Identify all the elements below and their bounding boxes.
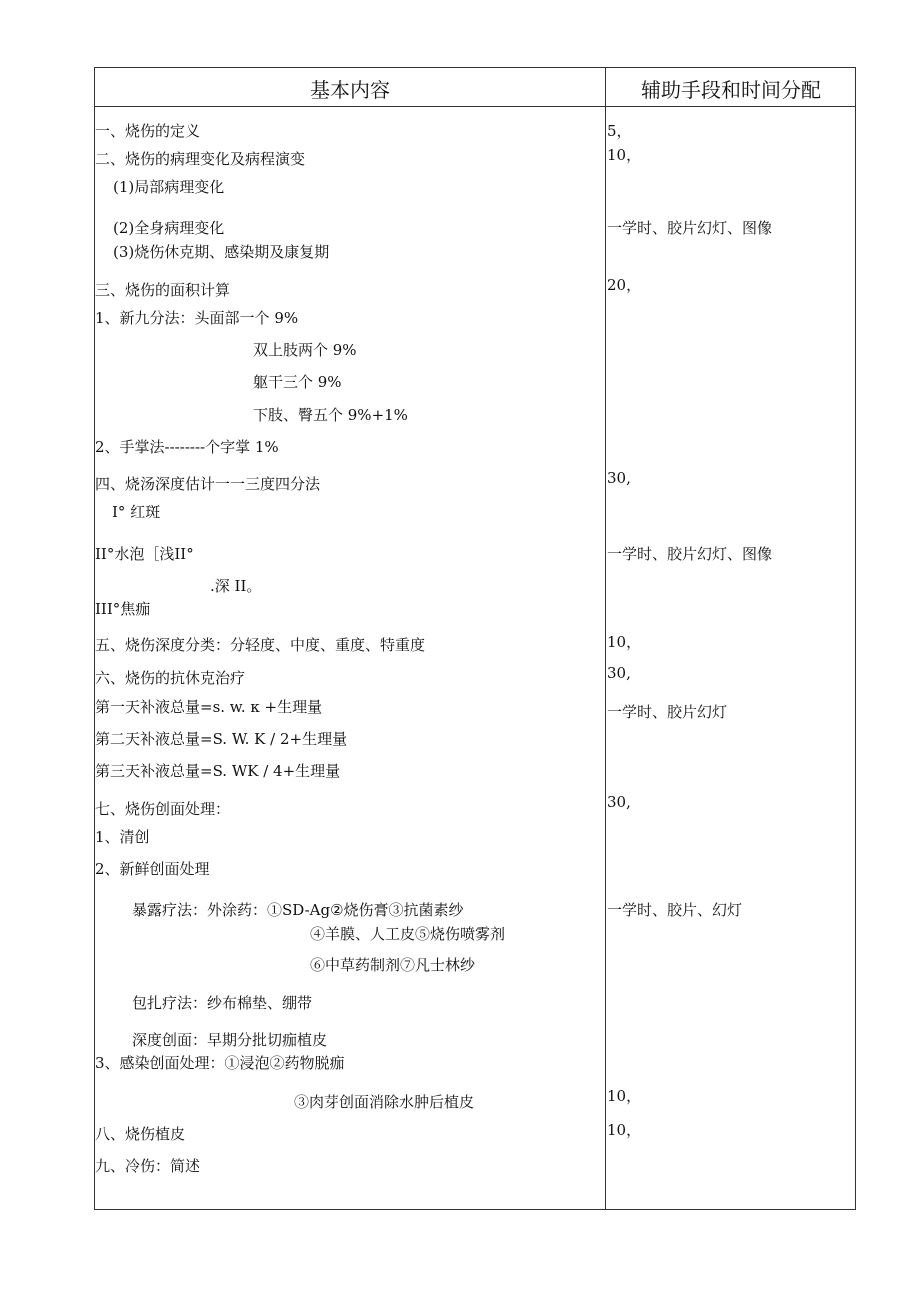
content-line: 2、新鲜创面处理: [95, 860, 210, 878]
content-line: (1)局部病理变化: [113, 178, 225, 196]
time-allocation: 10，: [607, 633, 642, 651]
content-line: III°焦痂: [95, 600, 151, 618]
content-line: II°水泡［浅II°: [95, 545, 194, 563]
content-line: 1、新九分法：头面部一个 9%: [95, 309, 299, 327]
content-line: 三、烧伤的面积计算: [95, 281, 231, 299]
content-line: .深 II。: [210, 577, 262, 595]
content-line: 六、烧伤的抗休克治疗: [95, 669, 246, 687]
content-line: 四、烧汤深度估计一一三度四分法: [95, 475, 321, 493]
content-line: 第一天补液总量=s. w. κ +生理量: [95, 698, 323, 716]
content-line: 包扎疗法：纱布棉垫、绷带: [132, 994, 313, 1012]
content-line: 双上肢两个 9%: [253, 341, 357, 359]
time-allocation: 10，: [607, 1121, 642, 1139]
time-allocation: 30,: [607, 793, 631, 811]
content-line: 八、烧伤植皮: [95, 1125, 186, 1143]
aux-means: 一学时、胶片幻灯: [607, 703, 728, 721]
aux-means: 一学时、胶片幻灯、图像: [607, 219, 773, 237]
column-divider: [605, 68, 606, 1209]
content-line: 一、烧伤的定义: [95, 122, 201, 140]
content-line: ④羊膜、人工皮⑤烧伤喷雾剂: [310, 925, 506, 943]
content-line: 二、烧伤的病理变化及病程演变: [95, 150, 306, 168]
content-line: 七、烧伤创面处理：: [95, 800, 231, 818]
content-line: (3)烧伤休克期、感染期及康复期: [113, 243, 330, 261]
content-line: 五、烧伤深度分类：分轻度、中度、重度、特重度: [95, 636, 426, 654]
content-line: 下肢、臀五个 9%+1%: [253, 406, 408, 424]
content-line: I° 红斑: [112, 503, 161, 521]
content-line: 1、清创: [95, 828, 150, 846]
content-line: ③肉芽创面消除水肿后植皮: [294, 1093, 475, 1111]
content-line: ⑥中草药制剂⑦凡士林纱: [310, 956, 476, 974]
content-line: (2)全身病理变化: [113, 219, 225, 237]
content-line: 九、冷伤：简述: [95, 1157, 201, 1175]
header-aux-time: 辅助手段和时间分配: [641, 78, 821, 102]
content-line: 第二天补液总量=S. W. K / 2+生理量: [95, 730, 348, 748]
content-line: 3、感染创面处理：①浸泡②药物脱痂: [95, 1054, 345, 1072]
content-line: 深度创面：早期分批切痂植皮: [132, 1031, 328, 1049]
time-allocation: 5，: [607, 122, 632, 140]
time-allocation: 30,: [607, 664, 631, 682]
header-content: 基本内容: [310, 78, 390, 102]
time-allocation: 10，: [607, 1087, 642, 1105]
content-line: 躯干三个 9%: [253, 373, 342, 391]
content-line: 暴露疗法：外涂药：①SD-Ag②烧伤膏③抗菌素纱: [132, 901, 464, 919]
aux-means: 一学时、胶片、幻灯: [607, 901, 743, 919]
aux-means: 一学时、胶片幻灯、图像: [607, 545, 773, 563]
time-allocation: 20，: [607, 276, 642, 294]
time-allocation: 10，: [607, 146, 642, 164]
time-allocation: 30,: [607, 469, 631, 487]
content-line: 第三天补液总量=S. WK / 4+生理量: [95, 762, 341, 780]
content-line: 2、手掌法--------个字掌 1%: [95, 438, 279, 456]
header-divider: [95, 106, 855, 107]
